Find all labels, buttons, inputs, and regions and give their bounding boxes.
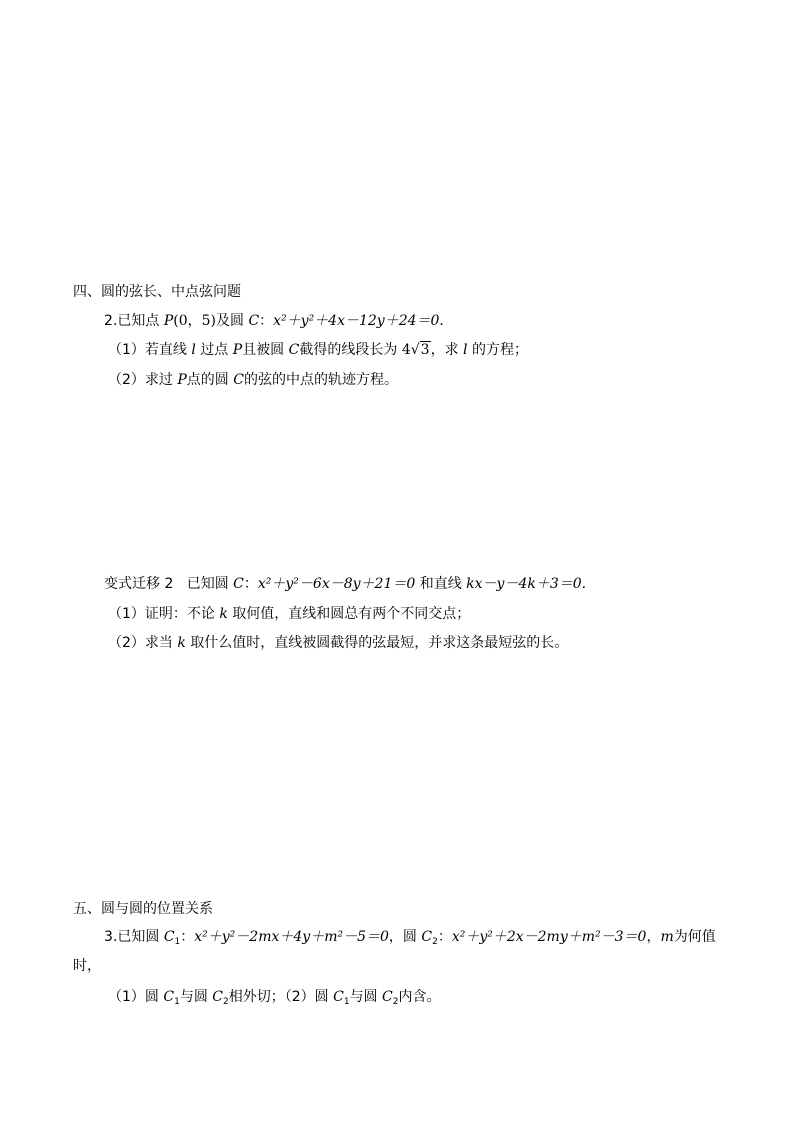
section5-heading: 五、圆与圆的位置关系 bbox=[73, 901, 213, 917]
variant2-question1: （1）证明：不论 k 取何值，直线和圆总有两个不同交点； bbox=[108, 606, 471, 622]
circle-label: C bbox=[248, 313, 260, 329]
segment-length: 4√3 bbox=[401, 342, 430, 358]
variant2-question2: （2）求当 k 取什么值时，直线被圆截得的弦最短，并求这条最短弦的长。 bbox=[108, 635, 569, 651]
problem2-question2: （2）求过 P点的圆 C的弦的中点的轨迹方程。 bbox=[108, 372, 398, 388]
circle-equation: x²＋y²＋4x－12y＋24＝0. bbox=[273, 313, 444, 329]
section4-heading: 四、圆的弦长、中点弦问题 bbox=[73, 284, 241, 300]
sqrt-symbol: √3 bbox=[410, 342, 430, 358]
circle2-equation: x²＋y²＋2x－2my＋m²－3＝0 bbox=[451, 929, 647, 945]
problem3-stem: 3.已知圆 $C_1$：x²＋y²－2mx＋4y＋m²－5＝0，圆 $C_2$：x²＋y²＋2x－2my＋m²－3＝0，m为何值 bbox=[104, 929, 716, 947]
variant2-stem: 变式迁移 2 已知圆 C：x²＋y²－6x－8y＋21＝0 和直线 kx－y－4k＋3＝0. bbox=[104, 576, 587, 592]
line-equation: kx－y－4k＋3＝0. bbox=[466, 576, 587, 592]
problem3-questions: （1）圆 $C_1$与圆 $C_2$相外切；（2）圆 $C_1$与圆 $C_2$内含。 bbox=[108, 989, 441, 1007]
variant-label: 变式迁移 2 bbox=[104, 576, 174, 592]
problem2-question1: （1）若直线 l 过点 P且被圆 C截得的线段长为 4√3，求 l 的方程； bbox=[108, 342, 528, 358]
problem3-stem-continuation: 时， bbox=[73, 958, 101, 974]
point-label: P bbox=[163, 313, 174, 329]
problem2-stem: 2.已知点 P(0，5)及圆 C：x²＋y²＋4x－12y＋24＝0. bbox=[104, 313, 444, 329]
circle-equation: x²＋y²－6x－8y＋21＝0 bbox=[257, 576, 416, 592]
problem-number: 2. bbox=[104, 313, 118, 329]
circle1-equation: x²＋y²－2mx＋4y＋m²－5＝0 bbox=[194, 929, 389, 945]
problem-number: 3. bbox=[104, 929, 118, 945]
